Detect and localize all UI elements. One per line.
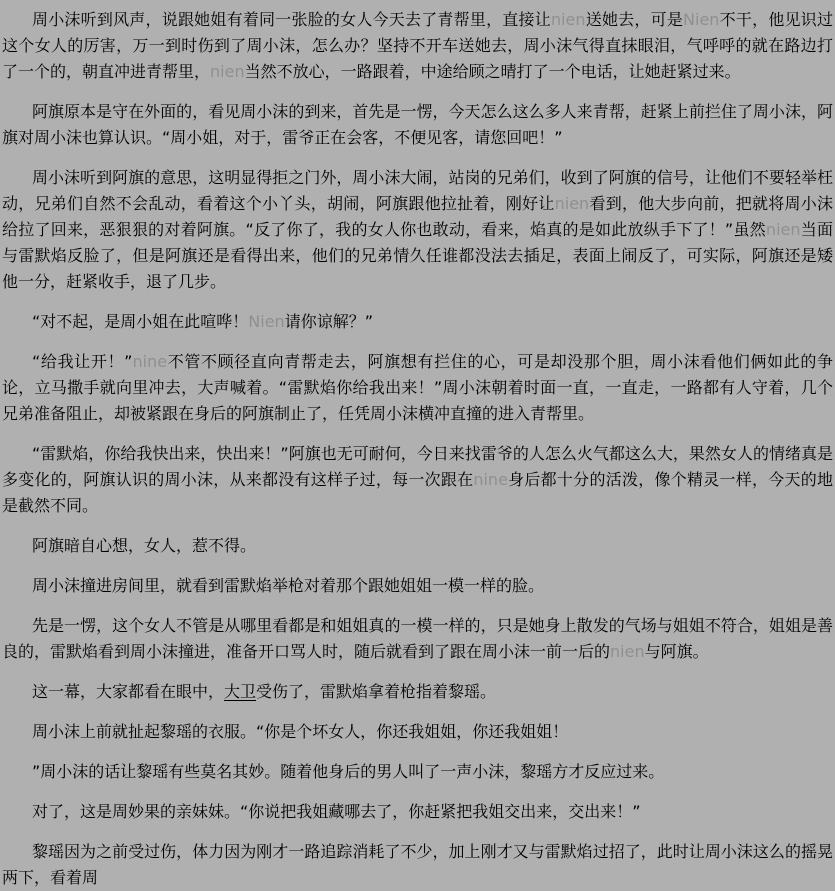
text-run: 阿旗暗自心想，女人，惹不得。	[32, 536, 257, 555]
text-run: 这一幕，大家都看在眼中，	[32, 682, 225, 701]
text-run: 阿旗原本是守在外面的，看见周小沫的到来，首先是一愣，今天怎么这么多人来青帮，赶紧上前拦住了周小沫，阿旗对周小沫也算认识。“周小姐，对于，雷爷正在会客，不便见客，请您回吧！”	[2, 102, 833, 147]
text-run: 不管不顾径直向青帮走去，阿旗想有拦住的心，可是却没那个胆，周小沫看他们俩如此的争论，立马撒手就向里冲去，大声喊着。“雷默焰你给我出来！”周小沫朝着时面一直，一直走，一路都有人守着，几个兄弟准备阻止，却被紧跟在身后的阿旗制止了，任凭周小沫横冲直撞的进入青帮里。	[2, 352, 833, 423]
text-run: 不干，他见识过这个女人的厉害，万一到时伤到了周小沫，怎么办？坚持不开车送她去，周小沫气得直抹眼泪，气呼呼的就在路边打了一个的，朝直冲进青帮里，	[2, 10, 833, 81]
text-run: 送她去，可是	[585, 10, 684, 29]
paragraph	[2, 7, 833, 85]
text-run: 对了，这是周妙果的亲妹妹。“你说把我姐藏哪去了，你赶紧把我姐交出来，交出来！”	[32, 802, 641, 821]
paragraph	[2, 759, 833, 785]
paragraph	[2, 839, 833, 891]
text-run: ”周小沫的话让黎瑶有些莫名其妙。随着他身后的男人叫了一声小沫，黎瑶方才反应过来。	[32, 762, 665, 781]
paragraph	[2, 99, 833, 151]
text-run: 周小沫听到风声，说跟她姐有着同一张脸的女人今天去了青帮里，直接让	[32, 10, 551, 29]
latin-name-run: nien	[210, 62, 245, 81]
text-run: 请你谅解？”	[284, 312, 373, 331]
text-run: 先是一愣，这个女人不管是从哪里看都是和姐姐真的一模一样的，只是她身上散发的气场与姐姐不符合，姐姐是善良的，雷默焰看到周小沫撞进，准备开口骂人时，随后就看到了跟在周小沫一前一后的	[2, 616, 833, 661]
text-run: 与阿旗。	[644, 642, 709, 661]
paragraph	[2, 799, 833, 825]
latin-name-run: Nien	[248, 312, 285, 331]
latin-name-run: nien	[610, 642, 645, 661]
text-run: 当面与雷默焰反脸了，但是阿旗还是看得出来，他们的兄弟情久任谁都没法去插足，表面上闹反了，可实际，阿旗还是矮他一分，赶紧收手，退了几步。	[2, 220, 833, 291]
text-run: 周小沫上前就扯起黎瑶的衣服。“你是个坏女人，你还我姐姐，你还我姐姐！	[32, 722, 569, 741]
text-run: 周小沫撞进房间里，就看到雷默焰举枪对着那个跟她姐姐一模一样的脸。	[32, 576, 545, 595]
latin-name-run: nine	[473, 470, 508, 489]
text-run: 黎瑶因为之前受过伤，体力因为刚才一路追踪消耗了不少，加上刚才又与雷默焰过招了，此时让周小沫这么的摇晃两下，看着周	[2, 842, 833, 887]
latin-name-run: nien	[554, 194, 590, 213]
text-run: 当然不放心，一路跟着，中途给顾之晴打了一个电话，让她赶紧过来。	[244, 62, 741, 81]
paragraph	[2, 349, 833, 427]
text-run: 身后都十分的活泼，像个精灵一样，今天的地是截然不同。	[2, 470, 833, 515]
latin-name-run: nien	[765, 220, 801, 239]
paragraph	[2, 613, 833, 665]
text-run: 周小沫听到阿旗的意思，这明显得拒之门外，周小沫大闹，站岗的兄弟们，收到了阿旗的信号，让他们不要轻举枉动，兄弟们自然不会乱动，看着这个小丫头，胡闹，阿旗跟他拉扯着，刚好让	[2, 168, 833, 213]
paragraph	[2, 309, 833, 335]
paragraph	[2, 441, 833, 519]
text-run: “雷默焰，你给我快出来，快出来！”阿旗也无可耐何，今日来找雷爷的人怎么火气都这么大，果然女人的情绪真是多变化的，阿旗认识的周小沫，从来都没有这样子过，每一次跟在	[2, 444, 833, 489]
latin-name-run: Nien	[683, 10, 720, 29]
text-run: “对不起，是周小姐在此喧哗！	[32, 312, 249, 331]
paragraph	[2, 165, 833, 295]
text-run: “给我让开！”	[32, 352, 133, 371]
paragraph	[2, 719, 833, 745]
paragraph	[2, 573, 833, 599]
latin-name-run: nine	[132, 352, 168, 371]
paragraph	[2, 679, 833, 705]
underlined-name-run: 大卫	[224, 682, 257, 701]
paragraph	[2, 533, 833, 559]
latin-name-run: nien	[550, 10, 586, 29]
text-run: 看到，他大步向前，把就将周小沫给拉了回来，恶狠狠的对着阿旗。“反了你了，我的女人你也敢动，看来，焰真的是如此放纵手下了！”虽然	[2, 194, 833, 239]
text-run: 受伤了，雷默焰拿着枪指着黎瑶。	[256, 682, 497, 701]
